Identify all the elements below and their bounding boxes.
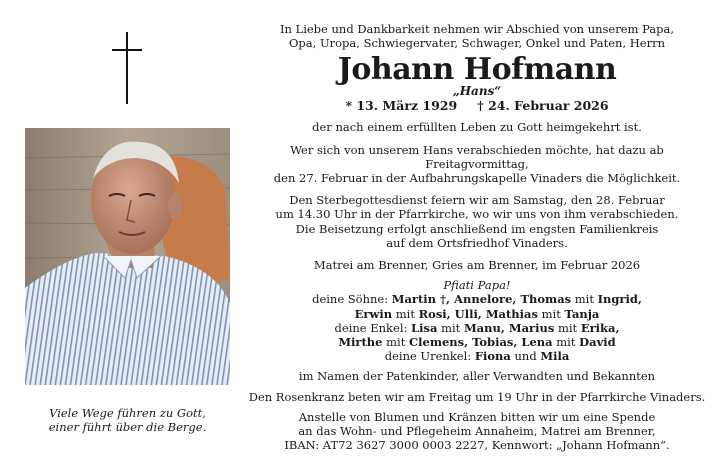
place-date: Matrei am Brenner, Gries am Brenner, im Februar 2026 <box>313 258 641 273</box>
service-line: Den Sterbegottesdienst feiern wir am Samstag, den 28. Februar <box>289 193 665 208</box>
intro-line: In Liebe und Dankbarkeit nehmen wir Abschied von unserem Papa, <box>279 22 675 36</box>
portrait-photo <box>25 128 230 385</box>
family-sons-line2: Erwin mit Rosi, Ulli, Mathias mit Tanja <box>354 306 600 321</box>
motto-line: einer führt über die Berge. <box>48 420 207 434</box>
donation-line: IBAN: AT72 3627 3000 0003 2227, Kennwort: „Johann Hofmann“. <box>284 438 670 453</box>
birth-date: * 13. März 1929 <box>345 98 458 114</box>
notice-text <box>248 22 706 452</box>
motto-line: Viele Wege führen zu Gott, <box>49 406 206 420</box>
death-date: † 24. Februar 2026 <box>477 98 609 114</box>
farewell-line: Wer sich von unserem Hans verabschieden möchte, hat dazu ab Freitagvormittag, <box>290 142 664 171</box>
passed-line: der nach einem erfüllten Leben zu Gott heimgekehrt ist. <box>312 120 642 135</box>
intro-line: Opa, Uropa, Schwiegervater, Schwager, Onkel und Paten, Herrn <box>288 36 665 51</box>
family-grandchildren-line2: Mirthe mit Clemens, Tobias, Lena mit David <box>338 335 616 350</box>
cross-icon <box>112 32 142 104</box>
family-grandchildren-line1: deine Enkel: Lisa mit Manu, Marius mit Erika, <box>334 320 620 335</box>
family-sons-line1: deine Söhne: Martin †, Annelore, Thomas mit Ingrid, <box>312 292 642 307</box>
donation-line: an das Wohn- und Pflegeheim Annaheim, Matrei am Brenner, <box>298 424 656 439</box>
service-line: um 14.30 Uhr in der Pfarrkirche, wo wir uns von ihm verabschieden. <box>275 207 679 222</box>
rosary-line: Den Rosenkranz beten wir am Freitag um 19 Uhr in der Pfarrkirche Vinaders. <box>248 389 706 404</box>
family-great-grandchildren: deine Urenkel: Fiona und Mila <box>384 349 570 364</box>
motto <box>25 406 230 434</box>
pfiati-line: Pfiati Papa! <box>443 278 511 293</box>
burial-line: Die Beisetzung erfolgt anschließend im engsten Familienkreis <box>295 221 659 236</box>
burial-line: auf dem Ortsfriedhof Vinaders. <box>386 235 568 250</box>
godchildren-line: im Namen der Patenkinder, aller Verwandten und Bekannten <box>298 369 656 384</box>
deceased-name: Johann Hofmann <box>337 52 617 88</box>
life-dates <box>248 98 706 114</box>
donation-line: Anstelle von Blumen und Kränzen bitten wir um eine Spende <box>298 409 656 424</box>
nickname: „Hans“ <box>452 84 502 99</box>
farewell-line: den 27. Februar in der Aufbahrungskapelle Vinaders die Möglichkeit. <box>273 171 681 186</box>
